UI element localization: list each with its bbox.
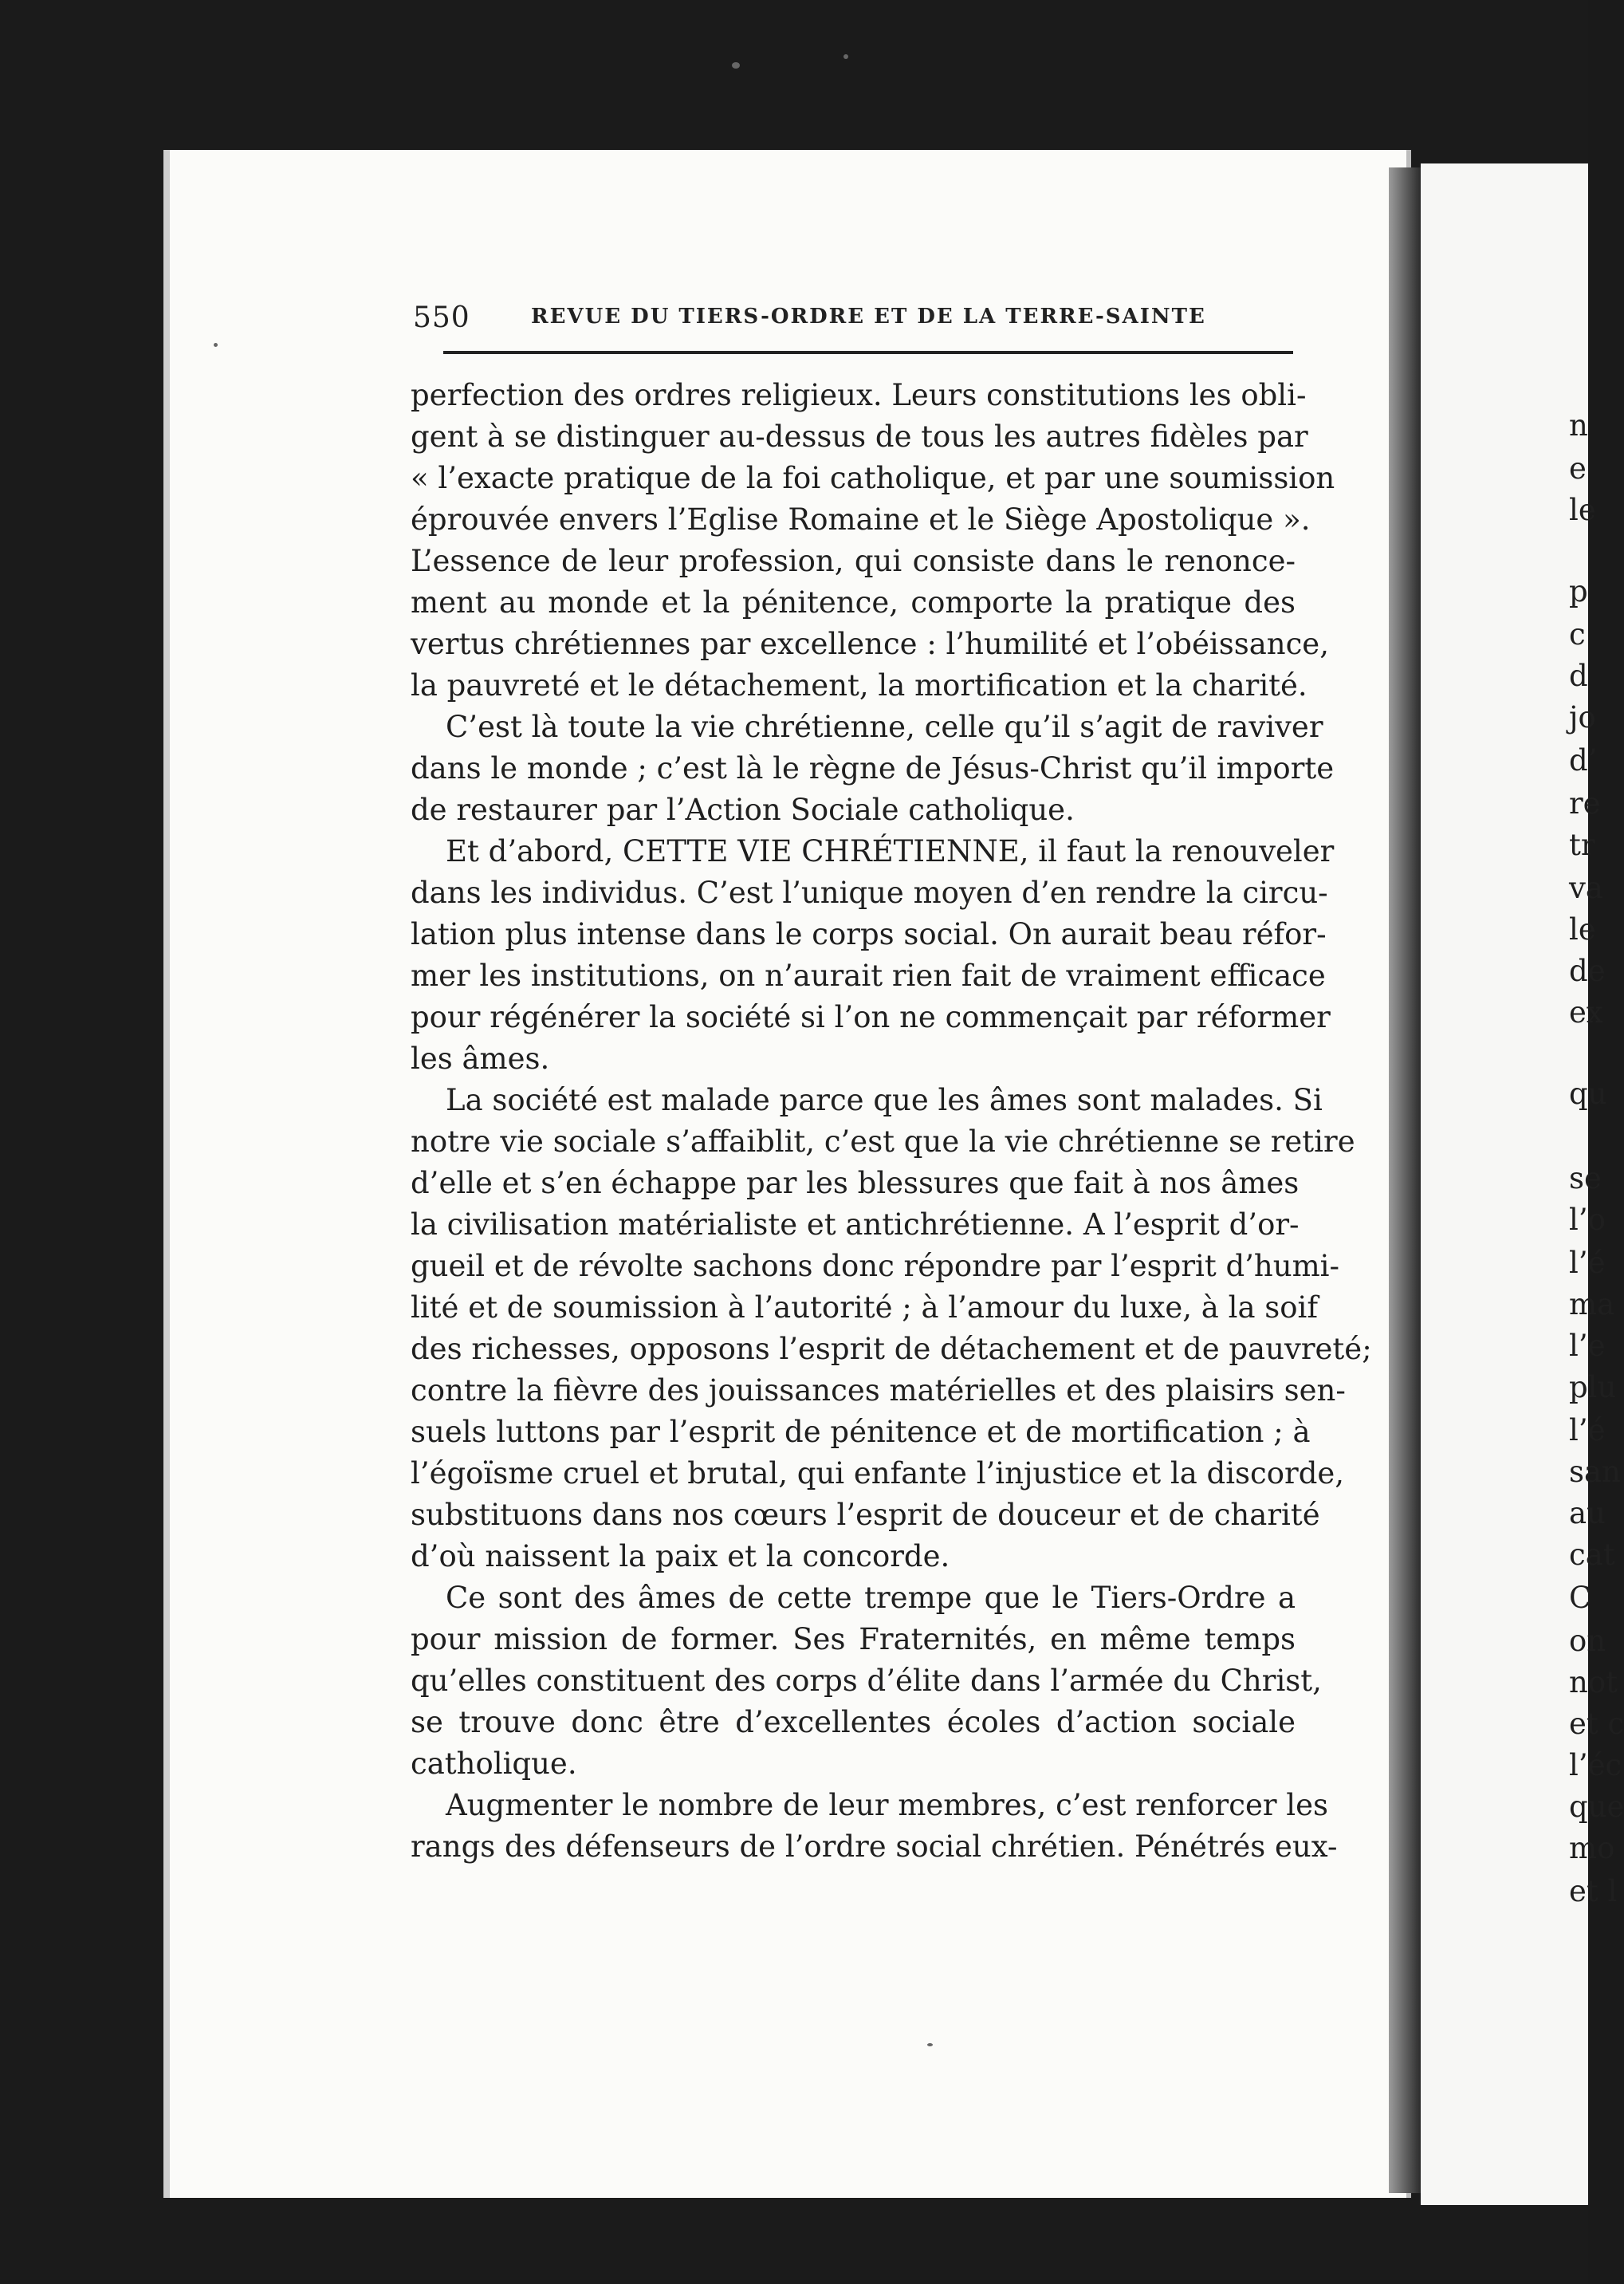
text-line: C’est là toute la vie chrétienne, celle qu’il s’agit de raviver	[446, 710, 1323, 744]
text-line: L’essence de leur profession, qui consiste dans le renonce-	[411, 544, 1296, 578]
scan-speck	[843, 54, 848, 59]
text-line: mer les institutions, on n’aurait rien fait de vraiment efficace	[411, 959, 1326, 993]
text-line: lation plus intense dans le corps social. On aurait beau réfor-	[411, 917, 1327, 951]
text-line: ment au monde et la pénitence, comporte la pratique des	[411, 585, 1296, 620]
facing-page-fragment: l’é	[1569, 1246, 1606, 1280]
text-line: catholique.	[411, 1746, 577, 1781]
text-line: lité et de soumission à l’autorité ; à l’amour du luxe, à la soif	[411, 1290, 1319, 1325]
text-line: la civilisation matérialiste et antichrétienne. A l’esprit d’or-	[411, 1207, 1300, 1242]
text-line: notre vie sociale s’affaiblit, c’est que la vie chrétienne se retire	[411, 1124, 1355, 1159]
facing-page-fragment: mo	[1569, 1831, 1615, 1865]
text-line: Augmenter le nombre de leur membres, c’est renforcer les	[446, 1788, 1329, 1822]
facing-page-fragment: on	[1569, 1624, 1606, 1658]
text-line: suels luttons par l’esprit de pénitence et de mortification ; à	[411, 1415, 1311, 1449]
text-line: gueil et de révolte sachons donc répondre par l’esprit d’humi-	[411, 1249, 1339, 1283]
facing-page-fragment: c	[1569, 617, 1586, 652]
text-line: des richesses, opposons l’esprit de détachement et de pauvreté;	[411, 1332, 1372, 1366]
text-line: les âmes.	[411, 1042, 550, 1076]
facing-page-fragment: se	[1569, 1161, 1602, 1195]
facing-page-fragment: l’o	[1569, 1203, 1606, 1237]
facing-page-fragment: re	[1569, 786, 1601, 821]
text-line: Ce sont des âmes de cette trempe que le Tiers-Ordre a	[446, 1581, 1296, 1615]
facing-page-fragment: p	[1569, 574, 1588, 608]
text-line: pour régénérer la société si l’on ne commençait par réformer	[411, 1000, 1331, 1034]
text-line: la pauvreté et le détachement, la mortification et la charité.	[411, 668, 1307, 703]
text-line: Et d’abord, CETTE VIE CHRÉTIENNE, il faut la renouveler	[446, 834, 1335, 868]
facing-page-edge	[1421, 163, 1588, 2205]
facing-page-fragment: ma	[1569, 1287, 1615, 1321]
facing-page-fragment: jo	[1569, 700, 1596, 734]
facing-page-fragment: not	[1569, 1665, 1618, 1699]
facing-page-fragment: d	[1569, 659, 1588, 693]
text-line: « l’exacte pratique de la foi catholique, et par une soumission	[411, 461, 1335, 495]
text-line: qu’elles constituent des corps d’élite dans l’armée du Christ,	[411, 1664, 1322, 1698]
facing-page-fragment: le	[1569, 493, 1596, 527]
header-rule	[443, 351, 1293, 354]
facing-page-fragment: n	[1569, 408, 1588, 443]
facing-page-fragment: le	[1569, 912, 1596, 947]
facing-page-fragment: e	[1569, 451, 1587, 486]
text-line: gent à se distinguer au-dessus de tous les autres fidèles par	[411, 419, 1308, 454]
facing-page-fragment: de	[1569, 954, 1606, 988]
text-line: pour mission de former. Ses Fraternités, en même temps	[411, 1622, 1296, 1656]
facing-page-fragment: au	[1569, 1496, 1606, 1530]
facing-page-fragment: qu	[1569, 1077, 1607, 1111]
facing-page-fragment: que	[1569, 1790, 1624, 1824]
facing-page-fragment: et c	[1569, 1707, 1624, 1741]
scan-speck	[927, 2043, 933, 2046]
book-gutter	[1389, 167, 1421, 2193]
facing-page-fragment: plu	[1569, 1370, 1617, 1404]
running-head	[413, 301, 1298, 346]
facing-page-fragment: et l	[1569, 1874, 1618, 1908]
journal-title: REVUE DU TIERS-ORDRE ET DE LA TERRE-SAINTE	[531, 305, 1206, 329]
facing-page-fragment: ex	[1569, 995, 1603, 1030]
text-line: substituons dans nos cœurs l’esprit de douceur et de charité	[411, 1498, 1320, 1532]
facing-page-fragment: l’é	[1569, 1413, 1606, 1447]
text-line: dans les individus. C’est l’unique moyen d’en rendre la circu-	[411, 876, 1328, 910]
text-line: contre la fièvre des jouissances matérielles et des plaisirs sen-	[411, 1373, 1346, 1408]
facing-page-fragment: cat	[1569, 1538, 1615, 1572]
text-line: d’où naissent la paix et la concorde.	[411, 1539, 950, 1573]
body-text	[411, 375, 1372, 1868]
text-line: dans le monde ; c’est là le règne de Jésus-Christ qu’il importe	[411, 751, 1335, 786]
text-line: se trouve donc être d’excellentes écoles d’action sociale	[411, 1705, 1296, 1739]
scan-speck	[214, 343, 218, 347]
facing-page-fragment: l’e	[1569, 1329, 1606, 1363]
facing-page-fragment: C	[1569, 1581, 1592, 1615]
text-line: rangs des défenseurs de l’ordre social chrétien. Pénétrés eux-	[411, 1829, 1338, 1864]
text-line: éprouvée envers l’Eglise Romaine et le Siège Apostolique ».	[411, 502, 1311, 537]
page-number: 550	[413, 301, 470, 334]
facing-page-fragment: va	[1569, 871, 1603, 905]
facing-page-fragment: d’	[1569, 743, 1598, 778]
text-line: La société est malade parce que les âmes sont malades. Si	[446, 1083, 1323, 1117]
text-line: d’elle et s’en échappe par les blessures que fait à nos âmes	[411, 1166, 1300, 1200]
facing-page-fragment: san	[1569, 1455, 1621, 1489]
text-line: perfection des ordres religieux. Leurs constitutions les obli-	[411, 378, 1307, 412]
text-line: vertus chrétiennes par excellence : l’humilité et l’obéissance,	[411, 627, 1329, 661]
scan-speck	[732, 62, 740, 69]
facing-page-fragment: tr	[1569, 828, 1595, 862]
facing-page-fragment: l’éc	[1569, 1748, 1622, 1782]
text-line: l’égoïsme cruel et brutal, qui enfante l’injustice et la discorde,	[411, 1456, 1345, 1491]
text-line: de restaurer par l’Action Sociale catholique.	[411, 793, 1075, 827]
